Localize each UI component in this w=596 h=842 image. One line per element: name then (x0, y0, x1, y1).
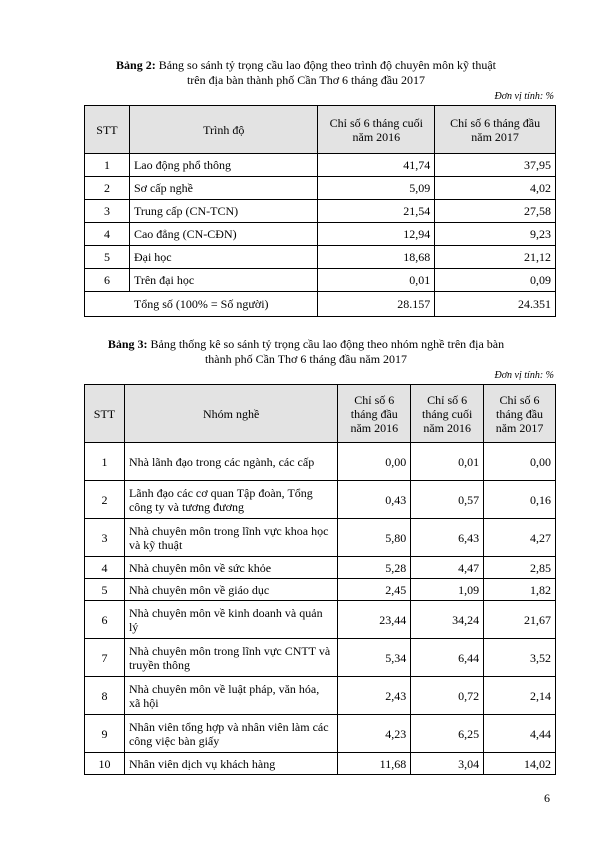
table2-total-value: 24.351 (435, 292, 556, 317)
row-value: 1,82 (484, 579, 556, 601)
table-row (85, 443, 556, 481)
table2-header-col2: Chỉ số 6 tháng đầu năm 2017 (435, 106, 556, 154)
table-row (85, 154, 556, 177)
row-stt: 3 (85, 200, 130, 223)
row-name: Nhân viên tổng hợp và nhân viên làm các công việc bàn giấy (124, 715, 337, 753)
row-value: 37,95 (435, 154, 556, 177)
row-value: 1,09 (411, 579, 484, 601)
row-value: 4,02 (435, 177, 556, 200)
row-value: 5,80 (338, 519, 411, 557)
row-value: 34,24 (411, 601, 484, 639)
row-name: Lãnh đạo các cơ quan Tập đoàn, Tổng công ty và tương đương (124, 481, 337, 519)
row-value: 21,67 (484, 601, 556, 639)
row-value: 4,23 (338, 715, 411, 753)
table3-header-col2: Chỉ số 6 tháng cuối năm 2016 (411, 385, 484, 443)
table2-caption (88, 58, 524, 88)
table3-unit: Đơn vị tính: % (494, 370, 554, 381)
table2-total-row (85, 292, 556, 317)
row-stt: 8 (85, 677, 125, 715)
table3-header-group: Nhóm nghề (124, 385, 337, 443)
row-value: 0,00 (338, 443, 411, 481)
row-name: Nhân viên dịch vụ khách hàng (124, 753, 337, 775)
table2-header-level: Trình độ (129, 106, 318, 154)
table2-caption-line1: Bảng so sánh tỷ trọng cầu lao động theo trình độ chuyên môn kỹ thuật (158, 58, 496, 72)
page-number: 6 (544, 791, 550, 805)
row-value: 0,01 (411, 443, 484, 481)
row-stt: 9 (85, 715, 125, 753)
row-value: 2,45 (338, 579, 411, 601)
table-row (85, 200, 556, 223)
row-value: 0,72 (411, 677, 484, 715)
row-value: 3,52 (484, 639, 556, 677)
row-value: 9,23 (435, 223, 556, 246)
row-value: 5,09 (318, 177, 435, 200)
row-value: 21,12 (435, 246, 556, 269)
row-value: 6,25 (411, 715, 484, 753)
table3-caption (88, 337, 524, 367)
row-value: 2,85 (484, 557, 556, 579)
table2-total-label: Tổng số (100% = Số người) (85, 292, 318, 317)
row-name: Nhà chuyên môn về kinh doanh và quản lý (124, 601, 337, 639)
row-value: 4,44 (484, 715, 556, 753)
row-value: 21,54 (318, 200, 435, 223)
table-row (85, 677, 556, 715)
row-value: 6,43 (411, 519, 484, 557)
row-value: 12,94 (318, 223, 435, 246)
row-value: 6,44 (411, 639, 484, 677)
table3-header-row (85, 385, 556, 443)
table3-caption-line2: thành phố Cần Thơ 6 tháng đầu năm 2017 (204, 352, 408, 366)
row-name: Cao đẳng (CN-CĐN) (129, 223, 318, 246)
row-value: 0,43 (338, 481, 411, 519)
row-value: 2,43 (338, 677, 411, 715)
row-stt: 3 (85, 519, 125, 557)
table2-total-value: 28.157 (318, 292, 435, 317)
row-name: Trên đại học (129, 269, 318, 292)
table3-caption-line1: Bảng thống kê so sánh tỷ trọng cầu lao động theo nhóm nghề trên địa bàn (150, 337, 505, 351)
row-stt: 6 (85, 601, 125, 639)
row-stt: 1 (85, 154, 130, 177)
row-stt: 5 (85, 246, 130, 269)
table-row (85, 639, 556, 677)
table-row (85, 223, 556, 246)
table3-header-stt: STT (85, 385, 125, 443)
row-value: 14,02 (484, 753, 556, 775)
table2-unit: Đơn vị tính: % (494, 91, 554, 102)
row-value: 3,04 (411, 753, 484, 775)
table-row (85, 579, 556, 601)
row-value: 11,68 (338, 753, 411, 775)
table-row (85, 715, 556, 753)
row-name: Nhà chuyên môn về luật pháp, văn hóa, xã hội (124, 677, 337, 715)
table2-caption-line2: trên địa bàn thành phố Cần Thơ 6 tháng đầu 2017 (186, 73, 426, 87)
row-name: Nhà chuyên môn trong lĩnh vực khoa học và kỹ thuật (124, 519, 337, 557)
table-row (85, 601, 556, 639)
table3 (84, 384, 556, 775)
row-name: Trung cấp (CN-TCN) (129, 200, 318, 223)
table-row (85, 753, 556, 775)
row-value: 18,68 (318, 246, 435, 269)
row-name: Sơ cấp nghề (129, 177, 318, 200)
row-value: 0,09 (435, 269, 556, 292)
row-stt: 2 (85, 177, 130, 200)
table2-header-col1: Chỉ số 6 tháng cuối năm 2016 (318, 106, 435, 154)
row-name: Nhà chuyên môn về giáo dục (124, 579, 337, 601)
row-stt: 4 (85, 223, 130, 246)
table-row (85, 269, 556, 292)
row-stt: 2 (85, 481, 125, 519)
row-name: Đại học (129, 246, 318, 269)
row-name: Nhà chuyên môn trong lĩnh vực CNTT và truyền thông (124, 639, 337, 677)
table3-header-col3: Chỉ số 6 tháng đầu năm 2017 (484, 385, 556, 443)
row-value: 0,00 (484, 443, 556, 481)
row-value: 41,74 (318, 154, 435, 177)
table2-header-row (85, 106, 556, 154)
row-stt: 4 (85, 557, 125, 579)
row-stt: 6 (85, 269, 130, 292)
table-row (85, 177, 556, 200)
row-value: 2,14 (484, 677, 556, 715)
row-value: 0,16 (484, 481, 556, 519)
row-name: Nhà chuyên môn về sức khỏe (124, 557, 337, 579)
row-value: 0,01 (318, 269, 435, 292)
table-row (85, 519, 556, 557)
row-value: 4,47 (411, 557, 484, 579)
row-stt: 1 (85, 443, 125, 481)
table-row (85, 246, 556, 269)
row-value: 23,44 (338, 601, 411, 639)
row-stt: 5 (85, 579, 125, 601)
table2 (84, 105, 556, 317)
row-value: 4,27 (484, 519, 556, 557)
row-name: Nhà lãnh đạo trong các ngành, các cấp (124, 443, 337, 481)
table3-header-col1: Chỉ số 6 tháng đầu năm 2016 (338, 385, 411, 443)
table-row (85, 557, 556, 579)
row-value: 5,28 (338, 557, 411, 579)
table2-caption-label: Bảng 2: (116, 58, 156, 72)
table2-header-stt: STT (85, 106, 130, 154)
row-value: 0,57 (411, 481, 484, 519)
row-name: Lao động phổ thông (129, 154, 318, 177)
table-row (85, 481, 556, 519)
table3-caption-label: Bảng 3: (107, 337, 148, 351)
row-value: 27,58 (435, 200, 556, 223)
row-value: 5,34 (338, 639, 411, 677)
row-stt: 7 (85, 639, 125, 677)
row-stt: 10 (85, 753, 125, 775)
